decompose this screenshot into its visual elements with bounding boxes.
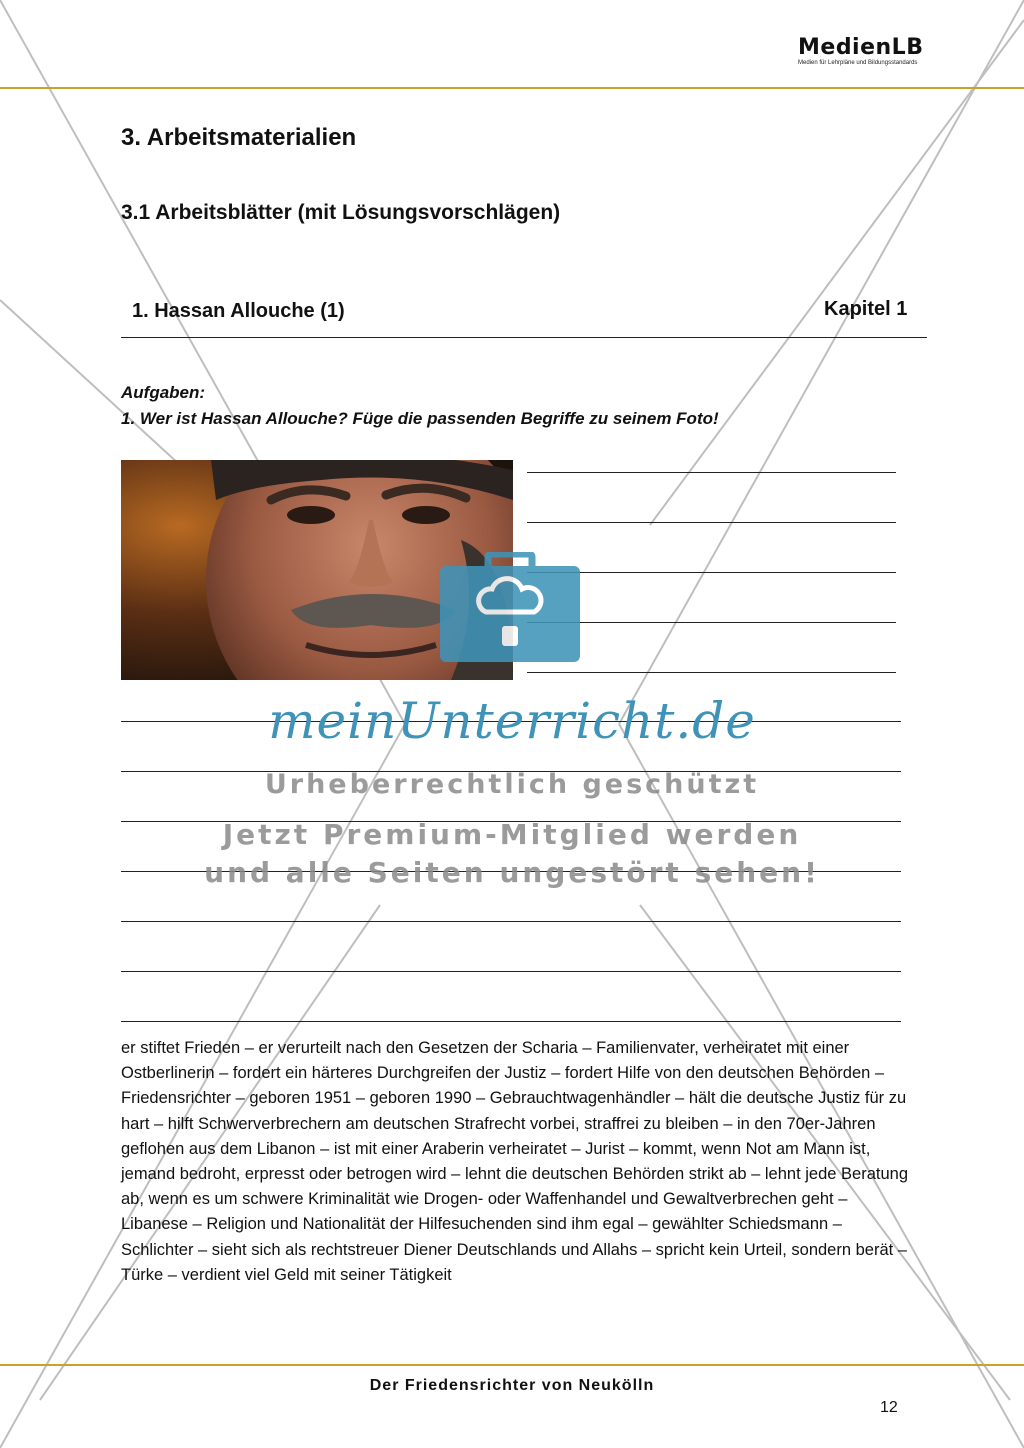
medienlb-logo [798, 36, 958, 67]
worksheet-title: 1. Hassan Allouche (1) [132, 300, 345, 322]
logo-text: MedienLB [798, 35, 924, 60]
answer-line[interactable] [121, 1021, 901, 1022]
logo-subtitle: Medien für Lehrpläne und Bildungsstandards [798, 60, 918, 66]
page-number: 12 [880, 1399, 898, 1416]
section-subtitle: 3.1 Arbeitsblätter (mit Lösungsvorschlägen) [121, 201, 561, 224]
tasks-label: Aufgaben: [121, 383, 206, 402]
answer-line[interactable] [121, 721, 901, 722]
answer-line[interactable] [121, 971, 901, 972]
watermark-brand: meinUnterricht.de [268, 692, 756, 750]
footer-title: Der Friedensrichter von Neukölln [369, 1377, 655, 1394]
answer-line[interactable] [527, 572, 896, 573]
answer-line[interactable] [121, 921, 901, 922]
watermark-line-2: Jetzt Premium-Mitglied werden [222, 818, 802, 851]
watermark-line-1: Urheberrechtlich geschützt [264, 769, 760, 800]
answer-line[interactable] [121, 821, 901, 822]
header-rule [0, 87, 1024, 89]
terms-paragraph: er stiftet Frieden – er verurteilt nach den Gesetzen der Scharia – Familienvater, verheiratet mit einer Ostberlinerin – fordert ein härteres Durchgreifen der Justiz – fordert Hilfe von den deutschen Behörden – Friedensrichter – geboren 1951 – geboren 1990 – Gebrauchtwagenhändler – hält die deutsche Justiz für zu hart – hilft Schwerverbrechern am deutschen Strafrecht vorbei, straffrei zu bleiben – in den 70er-Jahren geflohen aus dem Libanon – ist mit einer Araberin verheiratet – Jurist – kommt, wenn Not am Mann ist, jemand bedroht, erpresst oder betrogen wird – lehnt die deutschen Behörden strikt ab – lehnt jede Beratung ab, wenn es um schwere Kriminalität wie Drogen- oder Waffenhandel und Gewaltverbrechen geht – Libanese – Religion und Nationalität der Hilfesuchenden sind ihm egal – gewählter Schiedsmann – Schlichter – sieht sich als rechtstreuer Diener Deutschlands und Allahs – spricht kein Urteil, sondern berät – Türke – verdient viel Geld mit seiner Tätigkeit [121, 1039, 909, 1284]
watermark-line-3: und alle Seiten ungestört sehen! [204, 856, 820, 889]
briefcase-cloud-icon [440, 552, 580, 664]
answer-line[interactable] [527, 522, 896, 523]
section-title: 3. Arbeitsmaterialien [121, 124, 357, 151]
answer-line[interactable] [527, 472, 896, 473]
answer-line[interactable] [527, 672, 896, 673]
footer-rule [0, 1364, 1024, 1366]
worksheet-title-rule [121, 337, 927, 338]
task-1: 1. Wer ist Hassan Allouche? Füge die passenden Begriffe zu seinem Foto! [121, 409, 719, 428]
answer-line[interactable] [121, 771, 901, 772]
worksheet-chapter: Kapitel 1 [824, 298, 908, 320]
answer-line[interactable] [121, 871, 901, 872]
answer-line[interactable] [527, 622, 896, 623]
